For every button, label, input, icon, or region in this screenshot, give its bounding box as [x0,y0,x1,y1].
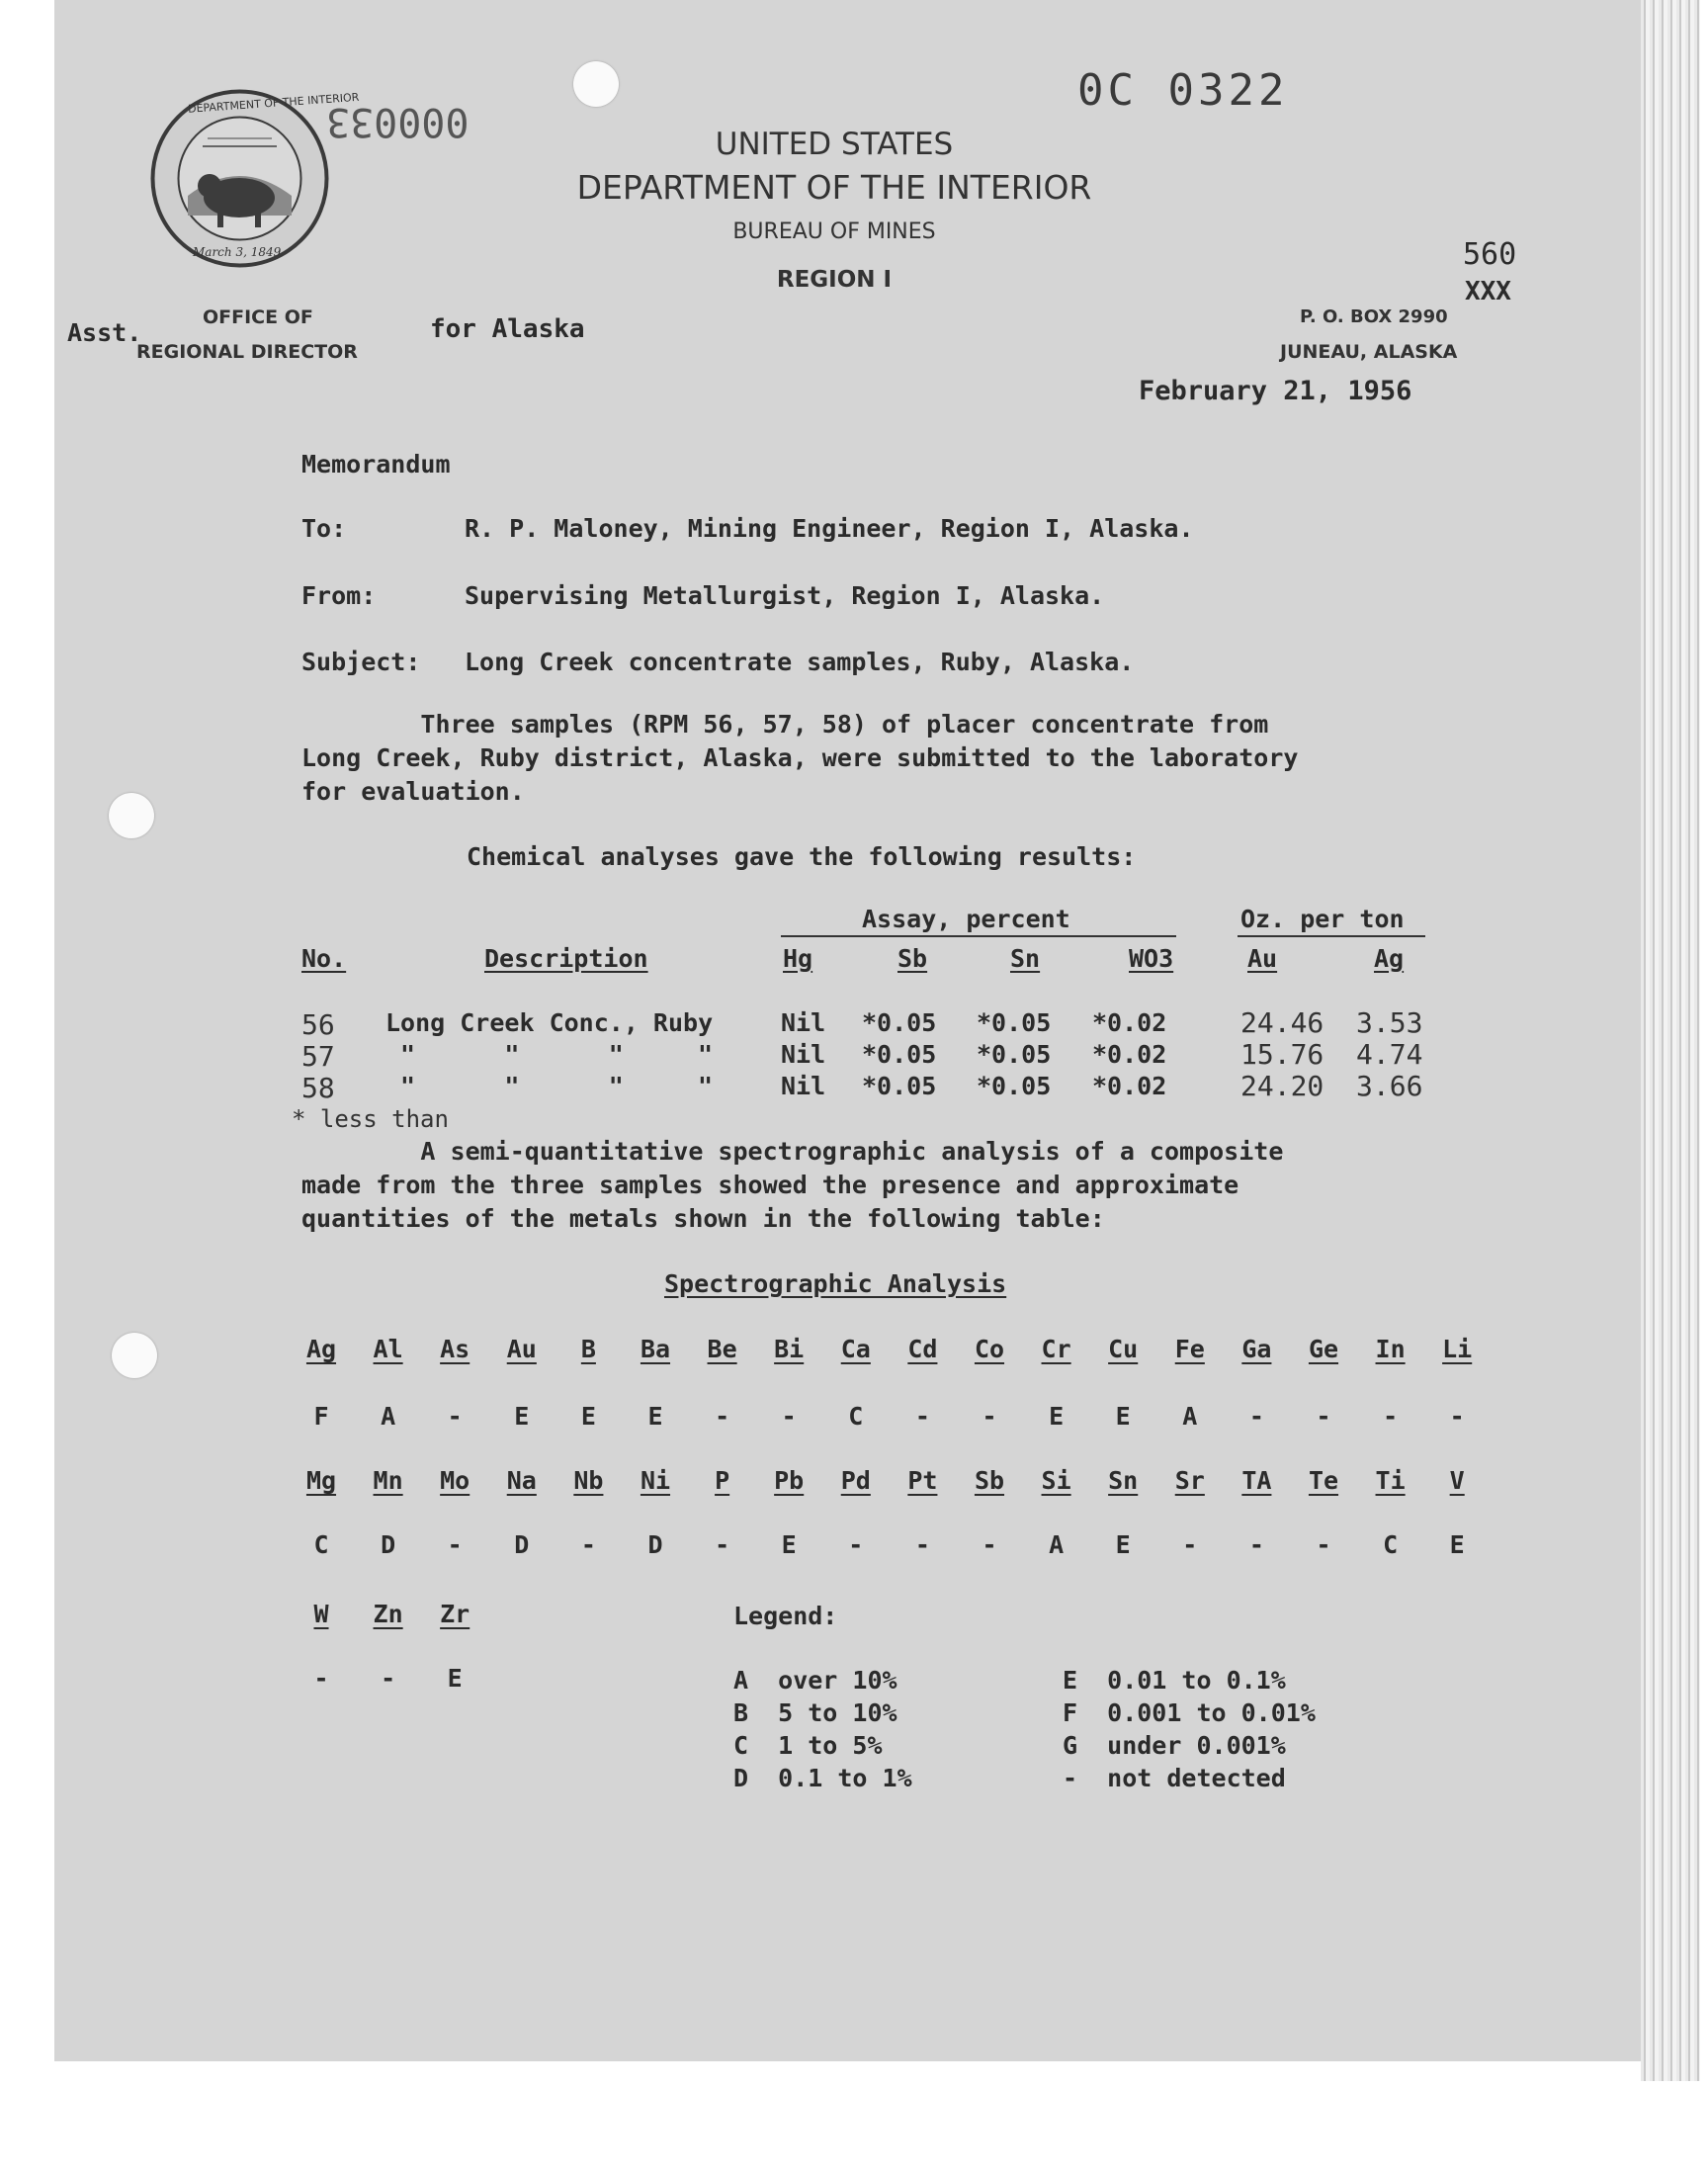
element-symbol: Ti [1375,1466,1406,1495]
legend-item: C 1 to 5% [733,1731,883,1760]
cell-sn: *0.05 [977,1008,1052,1037]
element-value: - [381,1664,396,1693]
element-value: - [1248,1530,1264,1559]
element-symbol: Ge [1308,1335,1339,1363]
office-suffix: for Alaska [430,314,585,344]
element-symbol: P [715,1466,730,1495]
oz-group-rule [1238,935,1425,937]
element-value: A [1182,1402,1198,1431]
element-symbol: Mg [305,1466,337,1495]
cell-desc: " " " " [400,1040,714,1069]
cell-sn: *0.05 [977,1072,1052,1100]
cell-no: 56 [301,1008,335,1041]
reversed-stamp: 000033 [326,99,470,144]
cell-sn: *0.05 [977,1040,1052,1069]
cell-au: 15.76 [1240,1038,1324,1071]
cell-wo3: *0.02 [1092,1072,1167,1100]
element-value: - [982,1402,997,1431]
office-prefix: Asst. [67,318,142,347]
element-value: D [647,1530,663,1559]
paragraph-line: quantities of the metals shown in the following table: [301,1204,1105,1233]
element-value: C [848,1402,864,1431]
document-number-stamp: 0C 0322 [1077,65,1289,116]
element-symbol: Zr [440,1600,470,1628]
chemical-intro: Chemical analyses gave the following results: [467,842,1137,871]
element-symbol: Fe [1174,1335,1205,1363]
element-value: - [914,1402,930,1431]
element-value: - [1316,1530,1331,1559]
element-symbol: Ag [305,1335,337,1363]
element-value: E [580,1402,596,1431]
element-value: E [447,1664,463,1693]
element-value: - [715,1530,730,1559]
element-symbol: Pt [907,1466,938,1495]
subject-label: Subject: [301,648,421,676]
element-symbol: Pd [840,1466,871,1495]
element-value: - [1182,1530,1198,1559]
office-line2: REGIONAL DIRECTOR [136,341,358,363]
cell-no: 58 [301,1072,335,1104]
element-value: - [848,1530,864,1559]
element-value: - [580,1530,596,1559]
po-box: P. O. BOX 2990 [1300,306,1448,327]
cell-sb: *0.05 [862,1008,937,1037]
element-value: C [1383,1530,1399,1559]
cell-wo3: *0.02 [1092,1008,1167,1037]
paragraph-line: A semi-quantitative spectrographic analysis of a composite [301,1137,1284,1166]
from-value: Supervising Metallurgist, Region I, Alaska. [465,581,1105,610]
file-suffix: XXX [1465,277,1511,306]
assay-group-rule [781,935,1176,937]
subject-value: Long Creek concentrate samples, Ruby, Alaska. [465,648,1135,676]
element-symbol: In [1375,1335,1406,1363]
element-value: D [514,1530,530,1559]
element-symbol: Na [506,1466,537,1495]
element-symbol: Co [974,1335,1005,1363]
file-number: 560 [1463,237,1517,272]
cell-sb: *0.05 [862,1040,937,1069]
cell-ag: 3.53 [1356,1006,1423,1039]
element-value: E [514,1402,530,1431]
element-symbol: Mo [440,1466,470,1495]
element-symbol: Ga [1241,1335,1272,1363]
table-footnote: * less than [292,1105,449,1133]
col-sb: Sb [897,944,928,973]
element-symbol: Be [707,1335,737,1363]
element-value: - [914,1530,930,1559]
col-ag: Ag [1374,944,1405,973]
seal-text: DEPARTMENT OF THE INTERIOR [187,90,360,116]
legend-item: F 0.001 to 0.01% [1063,1698,1316,1727]
element-symbol: As [440,1335,470,1363]
page-edge-shadow [1641,0,1700,2086]
element-value: - [1248,1402,1264,1431]
col-description: Description [484,944,648,973]
oz-group-header: Oz. per ton [1240,905,1405,933]
cell-au: 24.20 [1240,1070,1324,1102]
element-value: E [781,1530,797,1559]
city: JUNEAU, ALASKA [1280,341,1458,363]
cell-desc: " " " " [400,1072,714,1100]
cell-ag: 3.66 [1356,1070,1423,1102]
paragraph-line: for evaluation. [301,777,525,806]
col-au: Au [1247,944,1278,973]
element-symbol: TA [1241,1466,1272,1495]
cell-desc: Long Creek Conc., Ruby [385,1008,714,1037]
cell-au: 24.46 [1240,1006,1324,1039]
element-symbol: Mn [373,1466,403,1495]
col-wo3: WO3 [1129,944,1174,973]
spectro-title: Spectrographic Analysis [664,1269,1007,1298]
letterhead-bureau: BUREAU OF MINES [732,219,936,244]
cell-hg: Nil [781,1072,826,1100]
paragraph-line: made from the three samples showed the presence and approximate [301,1171,1239,1199]
cell-sb: *0.05 [862,1072,937,1100]
col-hg: Hg [783,944,813,973]
cell-wo3: *0.02 [1092,1040,1167,1069]
element-symbol: W [313,1600,329,1628]
element-value: E [1449,1530,1465,1559]
element-symbol: Li [1442,1335,1473,1363]
office-line1: OFFICE OF [203,306,313,328]
element-symbol: Cr [1041,1335,1071,1363]
legend-item: E 0.01 to 0.1% [1063,1666,1286,1695]
assay-group-header: Assay, percent [862,905,1070,933]
cell-hg: Nil [781,1008,826,1037]
element-value: E [1115,1530,1131,1559]
element-symbol: Ni [640,1466,671,1495]
element-symbol: V [1449,1466,1465,1495]
element-value: - [447,1530,463,1559]
from-label: From: [301,581,377,610]
cell-ag: 4.74 [1356,1038,1423,1071]
legend-title: Legend: [733,1602,838,1630]
memo-title: Memorandum [301,450,451,478]
element-symbol: Cd [907,1335,938,1363]
element-symbol: Ca [840,1335,871,1363]
col-sn: Sn [1010,944,1041,973]
legend-item: - not detected [1063,1764,1286,1792]
element-value: A [381,1402,396,1431]
element-symbol: Te [1308,1466,1339,1495]
legend-item: B 5 to 10% [733,1698,897,1727]
letterhead-country: UNITED STATES [715,127,954,162]
scan-margin [0,2081,1708,2175]
element-symbol: Al [373,1335,403,1363]
element-value: - [1316,1402,1331,1431]
paragraph-line: Three samples (RPM 56, 57, 58) of placer concentrate from [301,710,1269,739]
punch-hole [109,793,154,838]
element-value: - [982,1530,997,1559]
element-symbol: Zn [373,1600,403,1628]
element-symbol: B [580,1335,596,1363]
element-value: - [313,1664,329,1693]
element-value: A [1049,1530,1065,1559]
element-value: D [381,1530,396,1559]
element-symbol: Au [506,1335,537,1363]
element-value: - [715,1402,730,1431]
element-symbol: Sb [974,1466,1005,1495]
element-value: C [313,1530,329,1559]
element-value: E [1115,1402,1131,1431]
col-no: No. [301,944,347,973]
element-symbol: Bi [774,1335,805,1363]
element-value: E [647,1402,663,1431]
punch-hole [573,61,619,107]
element-value: - [447,1402,463,1431]
element-symbol: Ba [640,1335,671,1363]
element-symbol: Cu [1108,1335,1139,1363]
to-label: To: [301,514,347,543]
element-symbol: Sn [1108,1466,1139,1495]
punch-hole [112,1333,157,1378]
element-symbol: Nb [573,1466,604,1495]
memo-date: February 21, 1956 [1139,376,1412,406]
cell-hg: Nil [781,1040,826,1069]
legend-item: D 0.1 to 1% [733,1764,912,1792]
seal-date: March 3, 1849 [193,245,282,259]
cell-no: 57 [301,1040,335,1073]
to-value: R. P. Maloney, Mining Engineer, Region I, Alaska. [465,514,1194,543]
element-value: - [781,1402,797,1431]
element-value: E [1049,1402,1065,1431]
element-symbol: Si [1041,1466,1071,1495]
letterhead-region: REGION I [776,267,893,293]
letterhead-department: DEPARTMENT OF THE INTERIOR [576,168,1092,207]
legend-item: A over 10% [733,1666,897,1695]
element-symbol: Sr [1174,1466,1205,1495]
element-value: - [1449,1402,1465,1431]
element-value: - [1383,1402,1399,1431]
paragraph-line: Long Creek, Ruby district, Alaska, were submitted to the laboratory [301,743,1299,772]
element-symbol: Pb [774,1466,805,1495]
legend-item: G under 0.001% [1063,1731,1286,1760]
element-value: F [313,1402,329,1431]
